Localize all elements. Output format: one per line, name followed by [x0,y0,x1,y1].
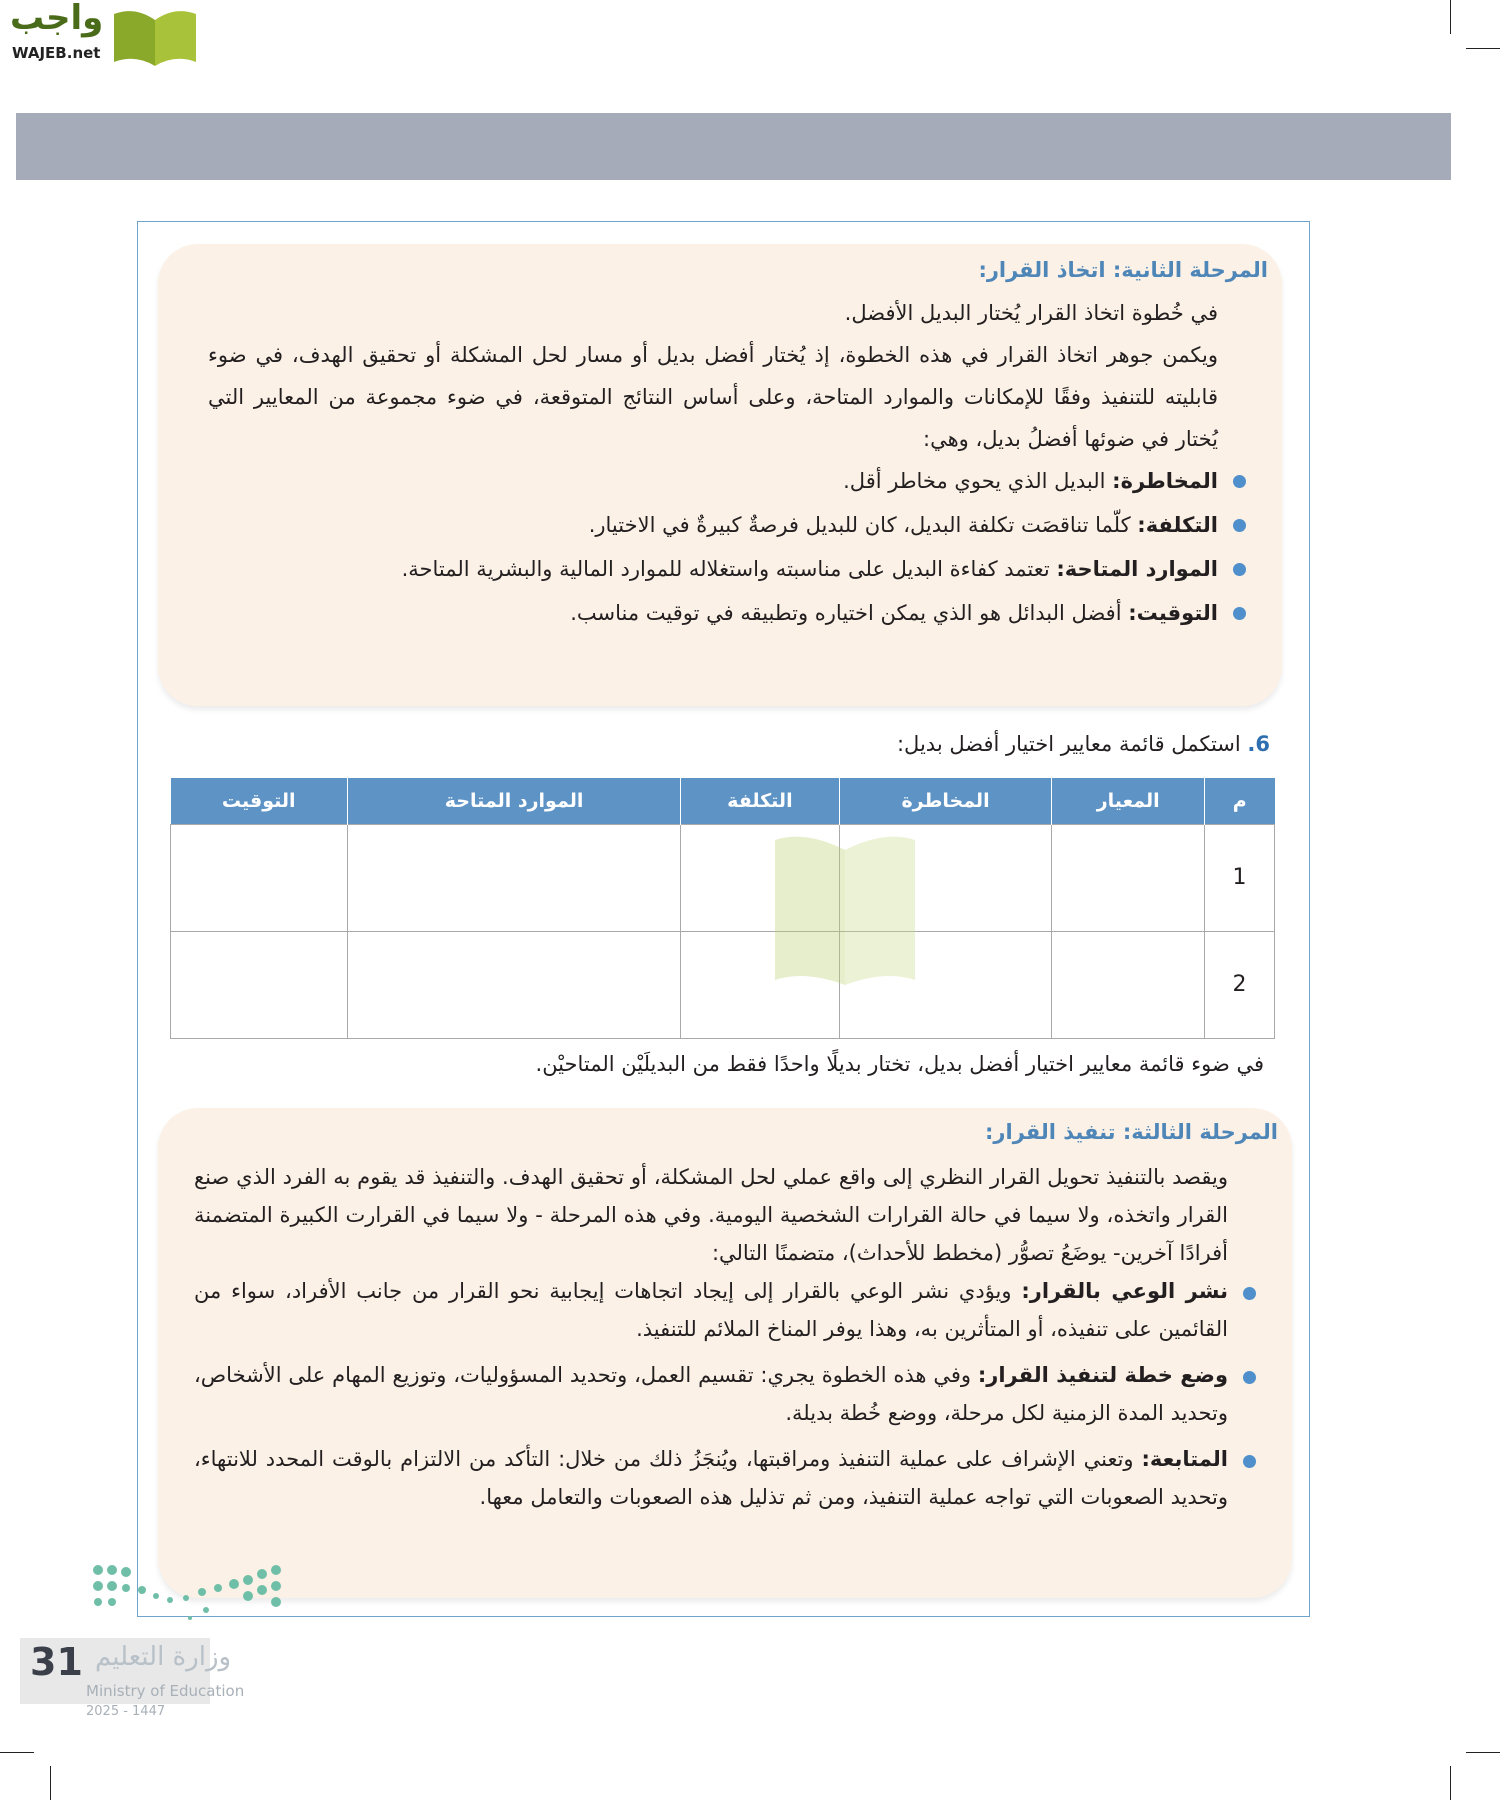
table-cell[interactable] [681,931,839,1038]
table-cell[interactable] [1052,824,1205,931]
step-item [194,1272,1258,1348]
ministry-footer [20,1560,280,1730]
table-row [171,824,1275,931]
page-number: 31 [30,1640,83,1684]
item-text: كلّما تناقصَت تكلفة البديل، كان للبديل فرصةٌ كبيرةٌ في الاختيار. [588,513,1138,537]
col-timing: التوقيت [171,778,348,824]
item-text: وتعني الإشراف على عملية التنفيذ ومراقبتها، ويُنجَزُ ذلك من خلال: التأكد من الالتزام بالوقت المحدد للانتهاء، وتحديد الصعوبات التي تواجه عملية التنفيذ، ومن ثم تذليل هذه الصعوبات والتعامل معها. [194,1447,1228,1509]
table-cell[interactable] [1052,931,1205,1038]
question-6 [897,732,1270,756]
ministry-name-ar: وزارة التعليم [95,1642,232,1672]
wajeb-logo [10,0,190,70]
table-cell[interactable] [839,931,1052,1038]
question-text: استكمل قائمة معايير اختيار أفضل بديل: [896,732,1248,756]
col-risk: المخاطرة [839,778,1052,824]
col-index: م [1205,778,1275,824]
ministry-name-en: Ministry of Education [86,1682,245,1700]
item-text: البديل الذي يحوي مخاطر أقل. [843,469,1113,493]
col-cost: التكلفة [681,778,839,824]
table-cell[interactable] [347,931,680,1038]
item-term: نشر الوعي بالقرار: [1021,1279,1228,1303]
item-text: أفضل البدائل هو الذي يمكن اختياره وتطبيقه في توقيت مناسب. [570,601,1129,625]
table-note: في ضوء قائمة معايير اختيار أفضل بديل، تختار بديلًا واحدًا فقط من البديلَيْن المتاحيْن. [535,1052,1264,1076]
table-cell[interactable] [347,824,680,931]
logo-arabic: واجب [10,0,104,38]
step-item [194,1356,1258,1432]
item-term: المتابعة: [1141,1447,1228,1471]
step-item [194,1440,1258,1516]
stage-two-body: ويكمن جوهر اتخاذ القرار في هذه الخطوة، إذ يُختار أفضل بديل أو مسار لحل المشكلة أو تحقيق الهدف، في ضوء قابليته للتنفيذ وفقًا للإمكانات والموارد المتاحة، وعلى أساس النتائج المتوقعة، في ضوء مجموعة من المعايير التي يُختار في ضوئها أفضلُ بديل، وهي: [208,343,1218,451]
ministry-dots-icon [86,1560,286,1630]
stage-two-title: المرحلة الثانية: اتخاذ القرار: [978,258,1268,282]
table-cell[interactable] [839,824,1052,931]
table-cell[interactable] [681,824,839,931]
item-text: وفي هذه الخطوة يجري: تقسيم العمل، وتحديد المسؤوليات، وتوزيع المهام على الأشخاص، وتحديد المدة الزمنية لكل مرحلة، ووضع خُطة بديلة. [194,1363,1228,1425]
item-term: الموارد المتاحة: [1056,557,1218,581]
table-header-row [171,778,1275,824]
stage-three-title: المرحلة الثالثة: تنفيذ القرار: [985,1120,1278,1144]
stage-two-intro: في خُطوة اتخاذ القرار يُختار البديل الأفضل. [844,301,1218,325]
row-index: 2 [1205,931,1275,1038]
criteria-item [208,504,1248,546]
table-cell[interactable] [171,824,348,931]
item-term: وضع خطة لتنفيذ القرار: [977,1363,1228,1387]
col-criterion: المعيار [1052,778,1205,824]
criteria-item [208,460,1248,502]
item-text: تعتمد كفاءة البديل على مناسبته واستغلاله للموارد المالية والبشرية المتاحة. [401,557,1057,581]
criteria-item [208,592,1248,634]
question-number: 6. [1247,732,1270,756]
academic-year: 2025 - 1447 [86,1704,166,1719]
row-index: 1 [1205,824,1275,931]
book-icon [110,6,200,68]
criteria-table [170,778,1275,1039]
item-term: المخاطرة: [1112,469,1218,493]
logo-latin: WAJEB.net [12,44,101,62]
col-resources: الموارد المتاحة [347,778,680,824]
header-banner [16,113,1451,180]
item-term: التوقيت: [1128,601,1218,625]
table-row [171,931,1275,1038]
stage-two-box [158,244,1282,706]
table-cell[interactable] [171,931,348,1038]
stage-three-body: ويقصد بالتنفيذ تحويل القرار النظري إلى واقع عملي لحل المشكلة، أو تحقيق الهدف. والتنفيذ قد يقوم به الفرد الذي صنع القرار واتخذه، ولا سيما في حالة القرارات الشخصية اليومية. وفي هذه المرحلة - ولا سيما في القرارت الكبيرة المتضمنة أفرادًا آخرين- يوضَعُ تصوُّر (مخطط للأحداث)، متضمنًا التالي: [194,1165,1228,1265]
item-term: التكلفة: [1137,513,1218,537]
stage-three-box [158,1108,1292,1598]
criteria-item [208,548,1248,590]
item-text: ويؤدي نشر الوعي بالقرار إلى إيجاد اتجاهات إيجابية نحو القرار من جانب الأفراد، سواء من القائمين على تنفيذه، أو المتأثرين به، وهذا يوفر المناخ الملائم للتنفيذ. [194,1279,1228,1341]
